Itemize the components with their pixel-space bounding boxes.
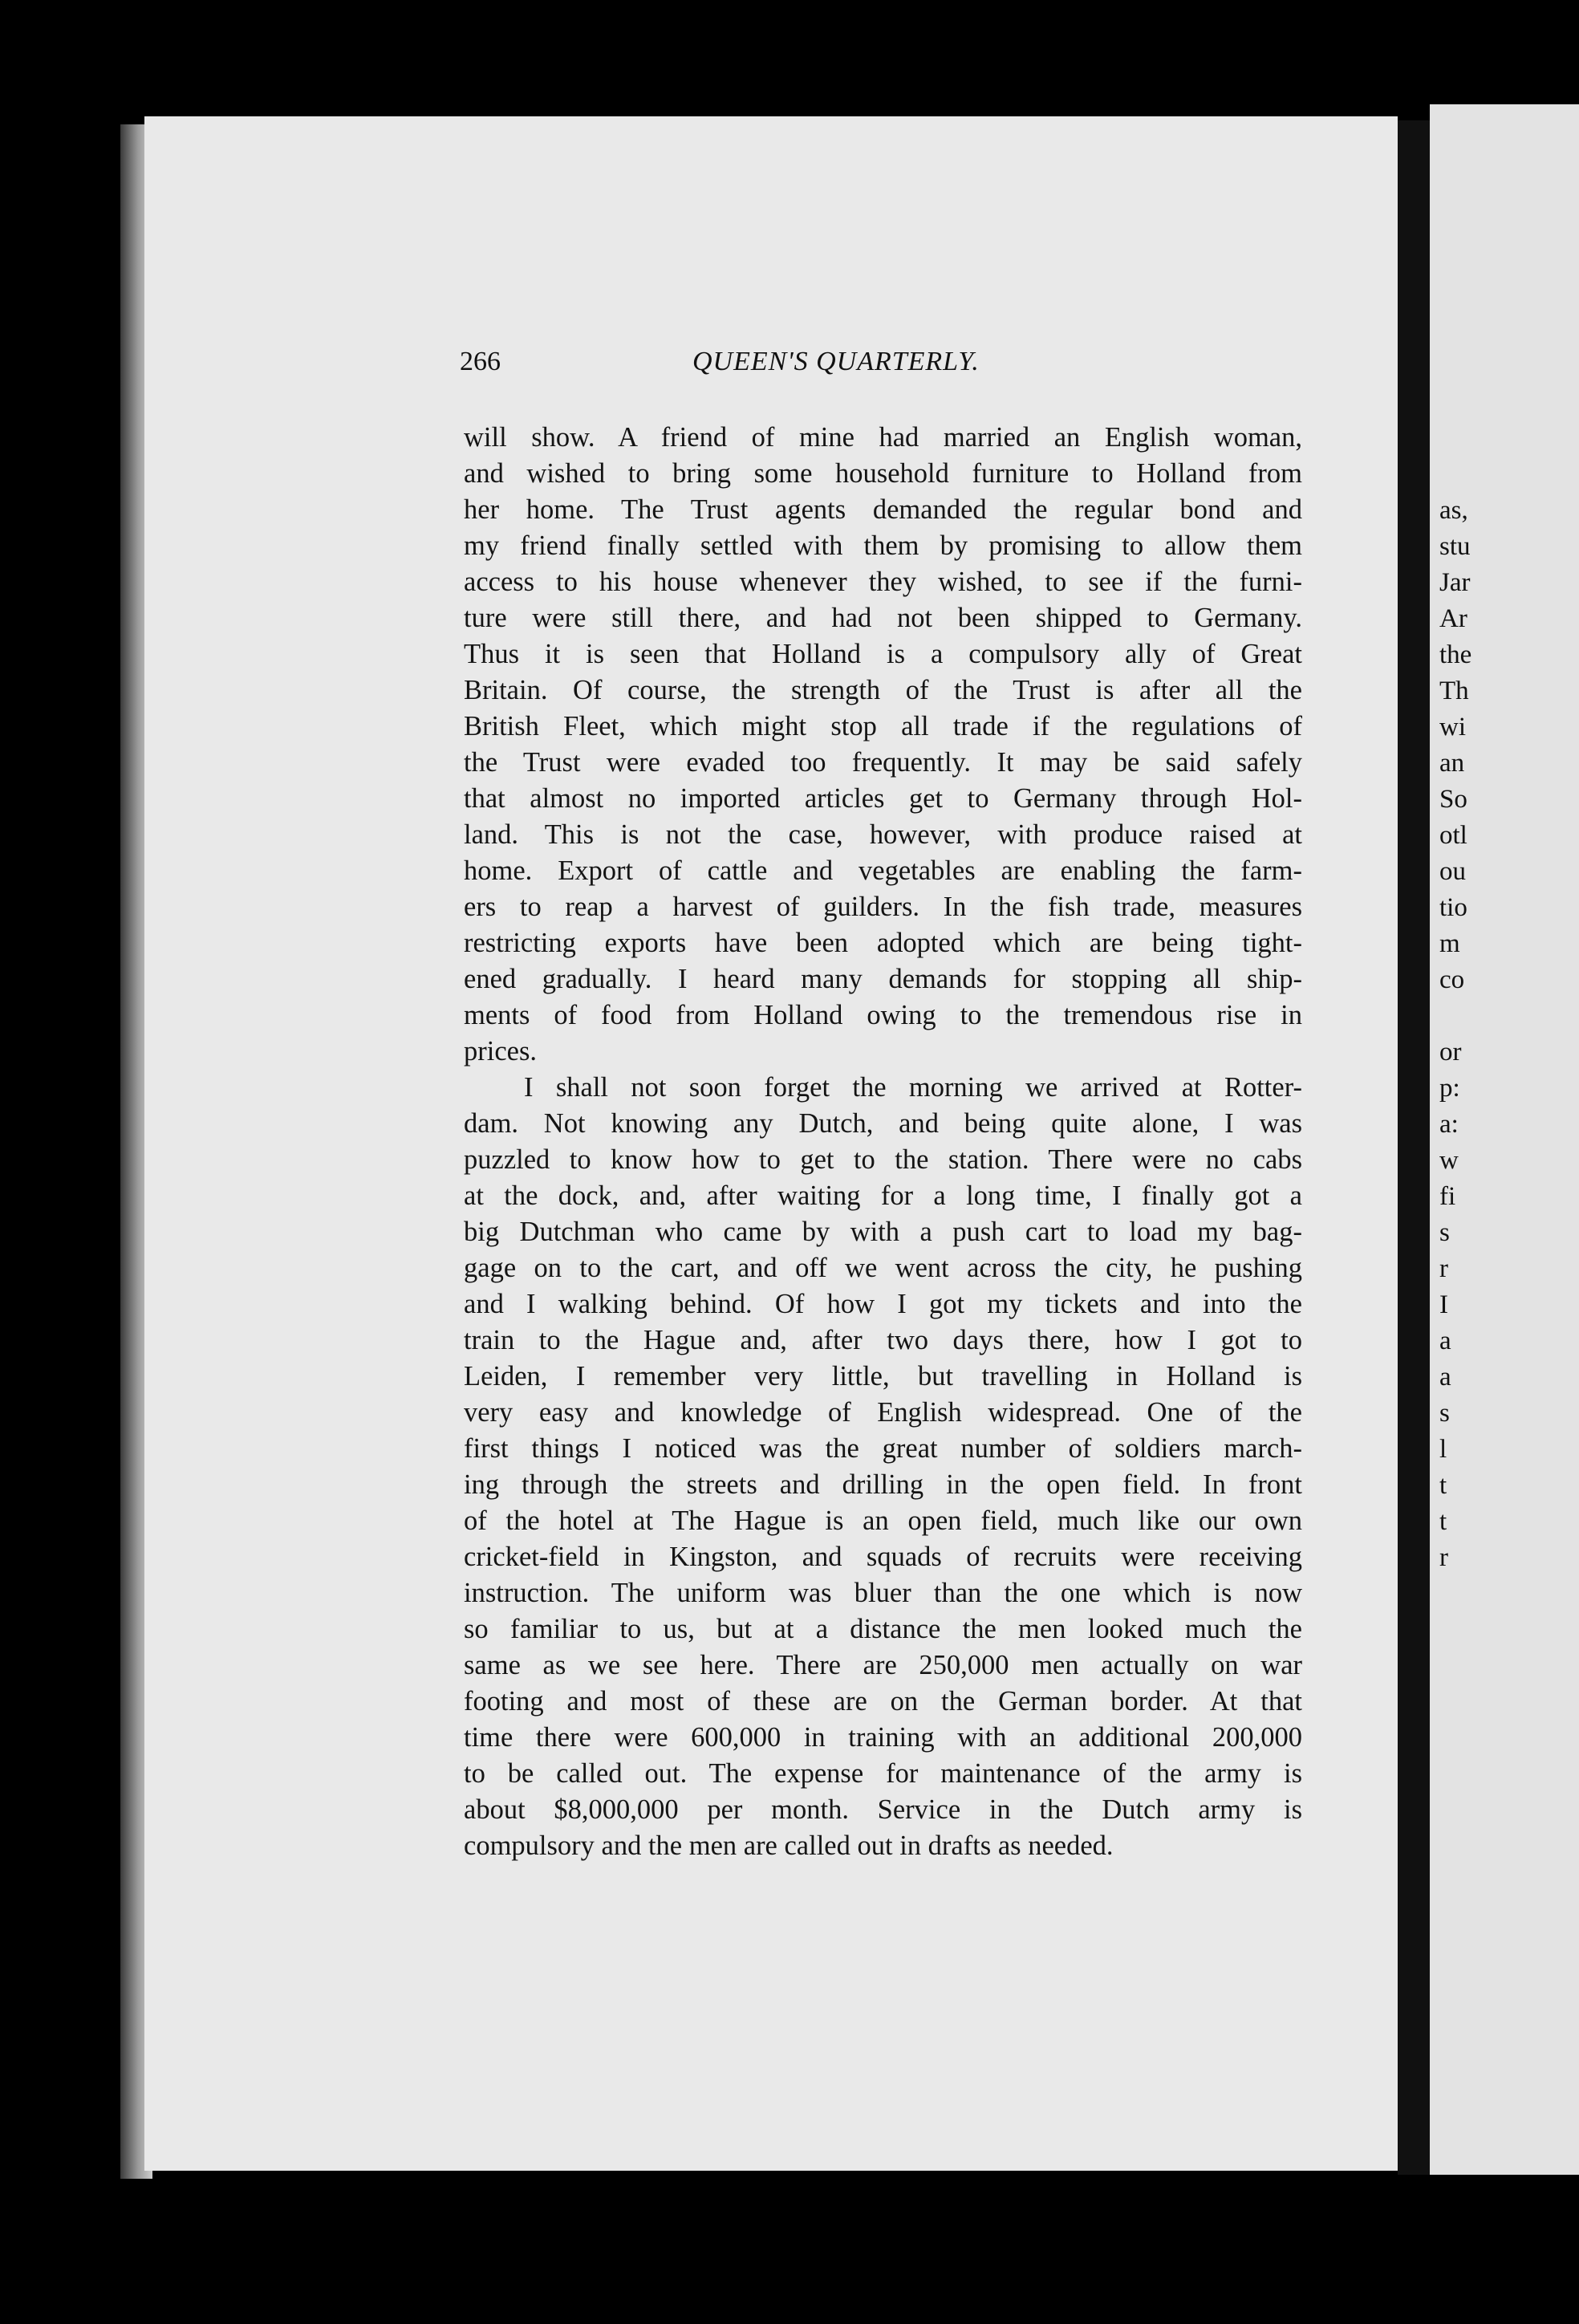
facing-page-fragment: r: [1439, 1543, 1448, 1572]
text-line: home. Export of cattle and vegetables are enabling the farm-: [464, 855, 1302, 886]
text-line: at the dock, and, after waiting for a long time, I finally got a: [464, 1180, 1302, 1211]
text-line: I shall not soon forget the morning we arrived at Rotter-: [524, 1072, 1302, 1103]
book-spine-shadow: [1398, 120, 1430, 2175]
facing-page-fragment: a: [1439, 1363, 1451, 1392]
facing-page-fragment: fi: [1439, 1182, 1456, 1211]
text-line: Leiden, I remember very little, but travelling in Holland is: [464, 1361, 1302, 1392]
facing-page-fragment: p:: [1439, 1074, 1460, 1103]
body-text: [464, 420, 1302, 1864]
facing-page-fragment: tio: [1439, 893, 1467, 922]
text-line: big Dutchman who came by with a push cart to load my bag-: [464, 1217, 1302, 1247]
text-line: will show. A friend of mine had married an English woman,: [464, 422, 1302, 453]
facing-page-fragment: as,: [1439, 496, 1468, 525]
facing-page-fragment: I: [1439, 1290, 1448, 1319]
text-line: train to the Hague and, after two days there, how I got to: [464, 1325, 1302, 1355]
text-line: ture were still there, and had not been shipped to Germany.: [464, 603, 1302, 633]
text-line: footing and most of these are on the German border. At that: [464, 1686, 1302, 1717]
facing-page-fragment: or: [1439, 1038, 1462, 1067]
text-line: my friend finally settled with them by promising to allow them: [464, 530, 1302, 561]
facing-page-fragment: t: [1439, 1507, 1447, 1536]
text-line: dam. Not knowing any Dutch, and being quite alone, I was: [464, 1108, 1302, 1139]
facing-page-fragment: l: [1439, 1435, 1447, 1464]
text-line: same as we see here. There are 250,000 men actually on war: [464, 1650, 1302, 1680]
facing-page-fragment: the: [1439, 640, 1472, 669]
facing-page-edge: [1430, 104, 1579, 2175]
text-line: ing through the streets and drilling in the open field. In front: [464, 1469, 1302, 1500]
text-line: and I walking behind. Of how I got my tickets and into the: [464, 1289, 1302, 1319]
text-line: land. This is not the case, however, with produce raised at: [464, 819, 1302, 850]
text-line: that almost no imported articles get to Germany through Hol-: [464, 783, 1302, 814]
facing-page-fragment: So: [1439, 785, 1467, 814]
facing-page-fragment: stu: [1439, 532, 1471, 561]
page-header: [460, 347, 1310, 395]
facing-page-fragment: t: [1439, 1471, 1447, 1500]
facing-page-fragment: Th: [1439, 676, 1469, 705]
facing-page-fragment: an: [1439, 749, 1465, 778]
text-line: of the hotel at The Hague is an open field, much like our own: [464, 1505, 1302, 1536]
facing-page-fragment: wi: [1439, 713, 1466, 741]
text-line: restricting exports have been adopted which are being tight-: [464, 928, 1302, 958]
page-number: 266: [460, 347, 501, 376]
text-line: instruction. The uniform was bluer than the one which is now: [464, 1578, 1302, 1608]
text-line: the Trust were evaded too frequently. It may be said safely: [464, 747, 1302, 778]
text-line: puzzled to know how to get to the station. There were no cabs: [464, 1144, 1302, 1175]
text-line: time there were 600,000 in training with an additional 200,000: [464, 1722, 1302, 1753]
text-line: first things I noticed was the great number of soldiers march-: [464, 1433, 1302, 1464]
text-line: to be called out. The expense for maintenance of the army is: [464, 1758, 1302, 1789]
facing-page-fragment: s: [1439, 1399, 1450, 1428]
text-line: prices.: [464, 1036, 538, 1067]
facing-page-fragment: s: [1439, 1218, 1450, 1247]
text-line: about $8,000,000 per month. Service in the Dutch army is: [464, 1794, 1302, 1825]
text-line: very easy and knowledge of English widespread. One of the: [464, 1397, 1302, 1428]
running-head: QUEEN'S QUARTERLY.: [692, 347, 980, 376]
text-line: compulsory and the men are called out in drafts as needed.: [464, 1830, 1114, 1861]
text-line: ments of food from Holland owing to the tremendous rise in: [464, 1000, 1302, 1030]
text-line: Britain. Of course, the strength of the Trust is after all the: [464, 675, 1302, 705]
text-line: and wished to bring some household furniture to Holland from: [464, 458, 1302, 489]
text-line: access to his house whenever they wished, to see if the furni-: [464, 567, 1302, 597]
facing-page-fragment: m: [1439, 929, 1460, 958]
facing-page-fragment: Ar: [1439, 604, 1467, 633]
facing-page-fragment: co: [1439, 965, 1465, 994]
text-line: gage on to the cart, and off we went across the city, he pushing: [464, 1253, 1302, 1283]
text-line: British Fleet, which might stop all trade if the regulations of: [464, 711, 1302, 741]
text-line: Thus it is seen that Holland is a compulsory ally of Great: [464, 639, 1302, 669]
facing-page-fragment: a: [1439, 1327, 1451, 1355]
facing-page-fragment: Jar: [1439, 568, 1471, 597]
facing-page-fragment: r: [1439, 1254, 1448, 1283]
text-line: her home. The Trust agents demanded the regular bond and: [464, 494, 1302, 525]
text-line: ers to reap a harvest of guilders. In the fish trade, measures: [464, 892, 1302, 922]
facing-page-fragment: otl: [1439, 821, 1467, 850]
facing-page-fragment: w: [1439, 1146, 1459, 1175]
facing-page-fragment: ou: [1439, 857, 1466, 886]
text-line: ened gradually. I heard many demands for stopping all ship-: [464, 964, 1302, 994]
facing-page-fragment: a:: [1439, 1110, 1459, 1139]
text-line: cricket-field in Kingston, and squads of recruits were receiving: [464, 1542, 1302, 1572]
text-line: so familiar to us, but at a distance the men looked much the: [464, 1614, 1302, 1644]
